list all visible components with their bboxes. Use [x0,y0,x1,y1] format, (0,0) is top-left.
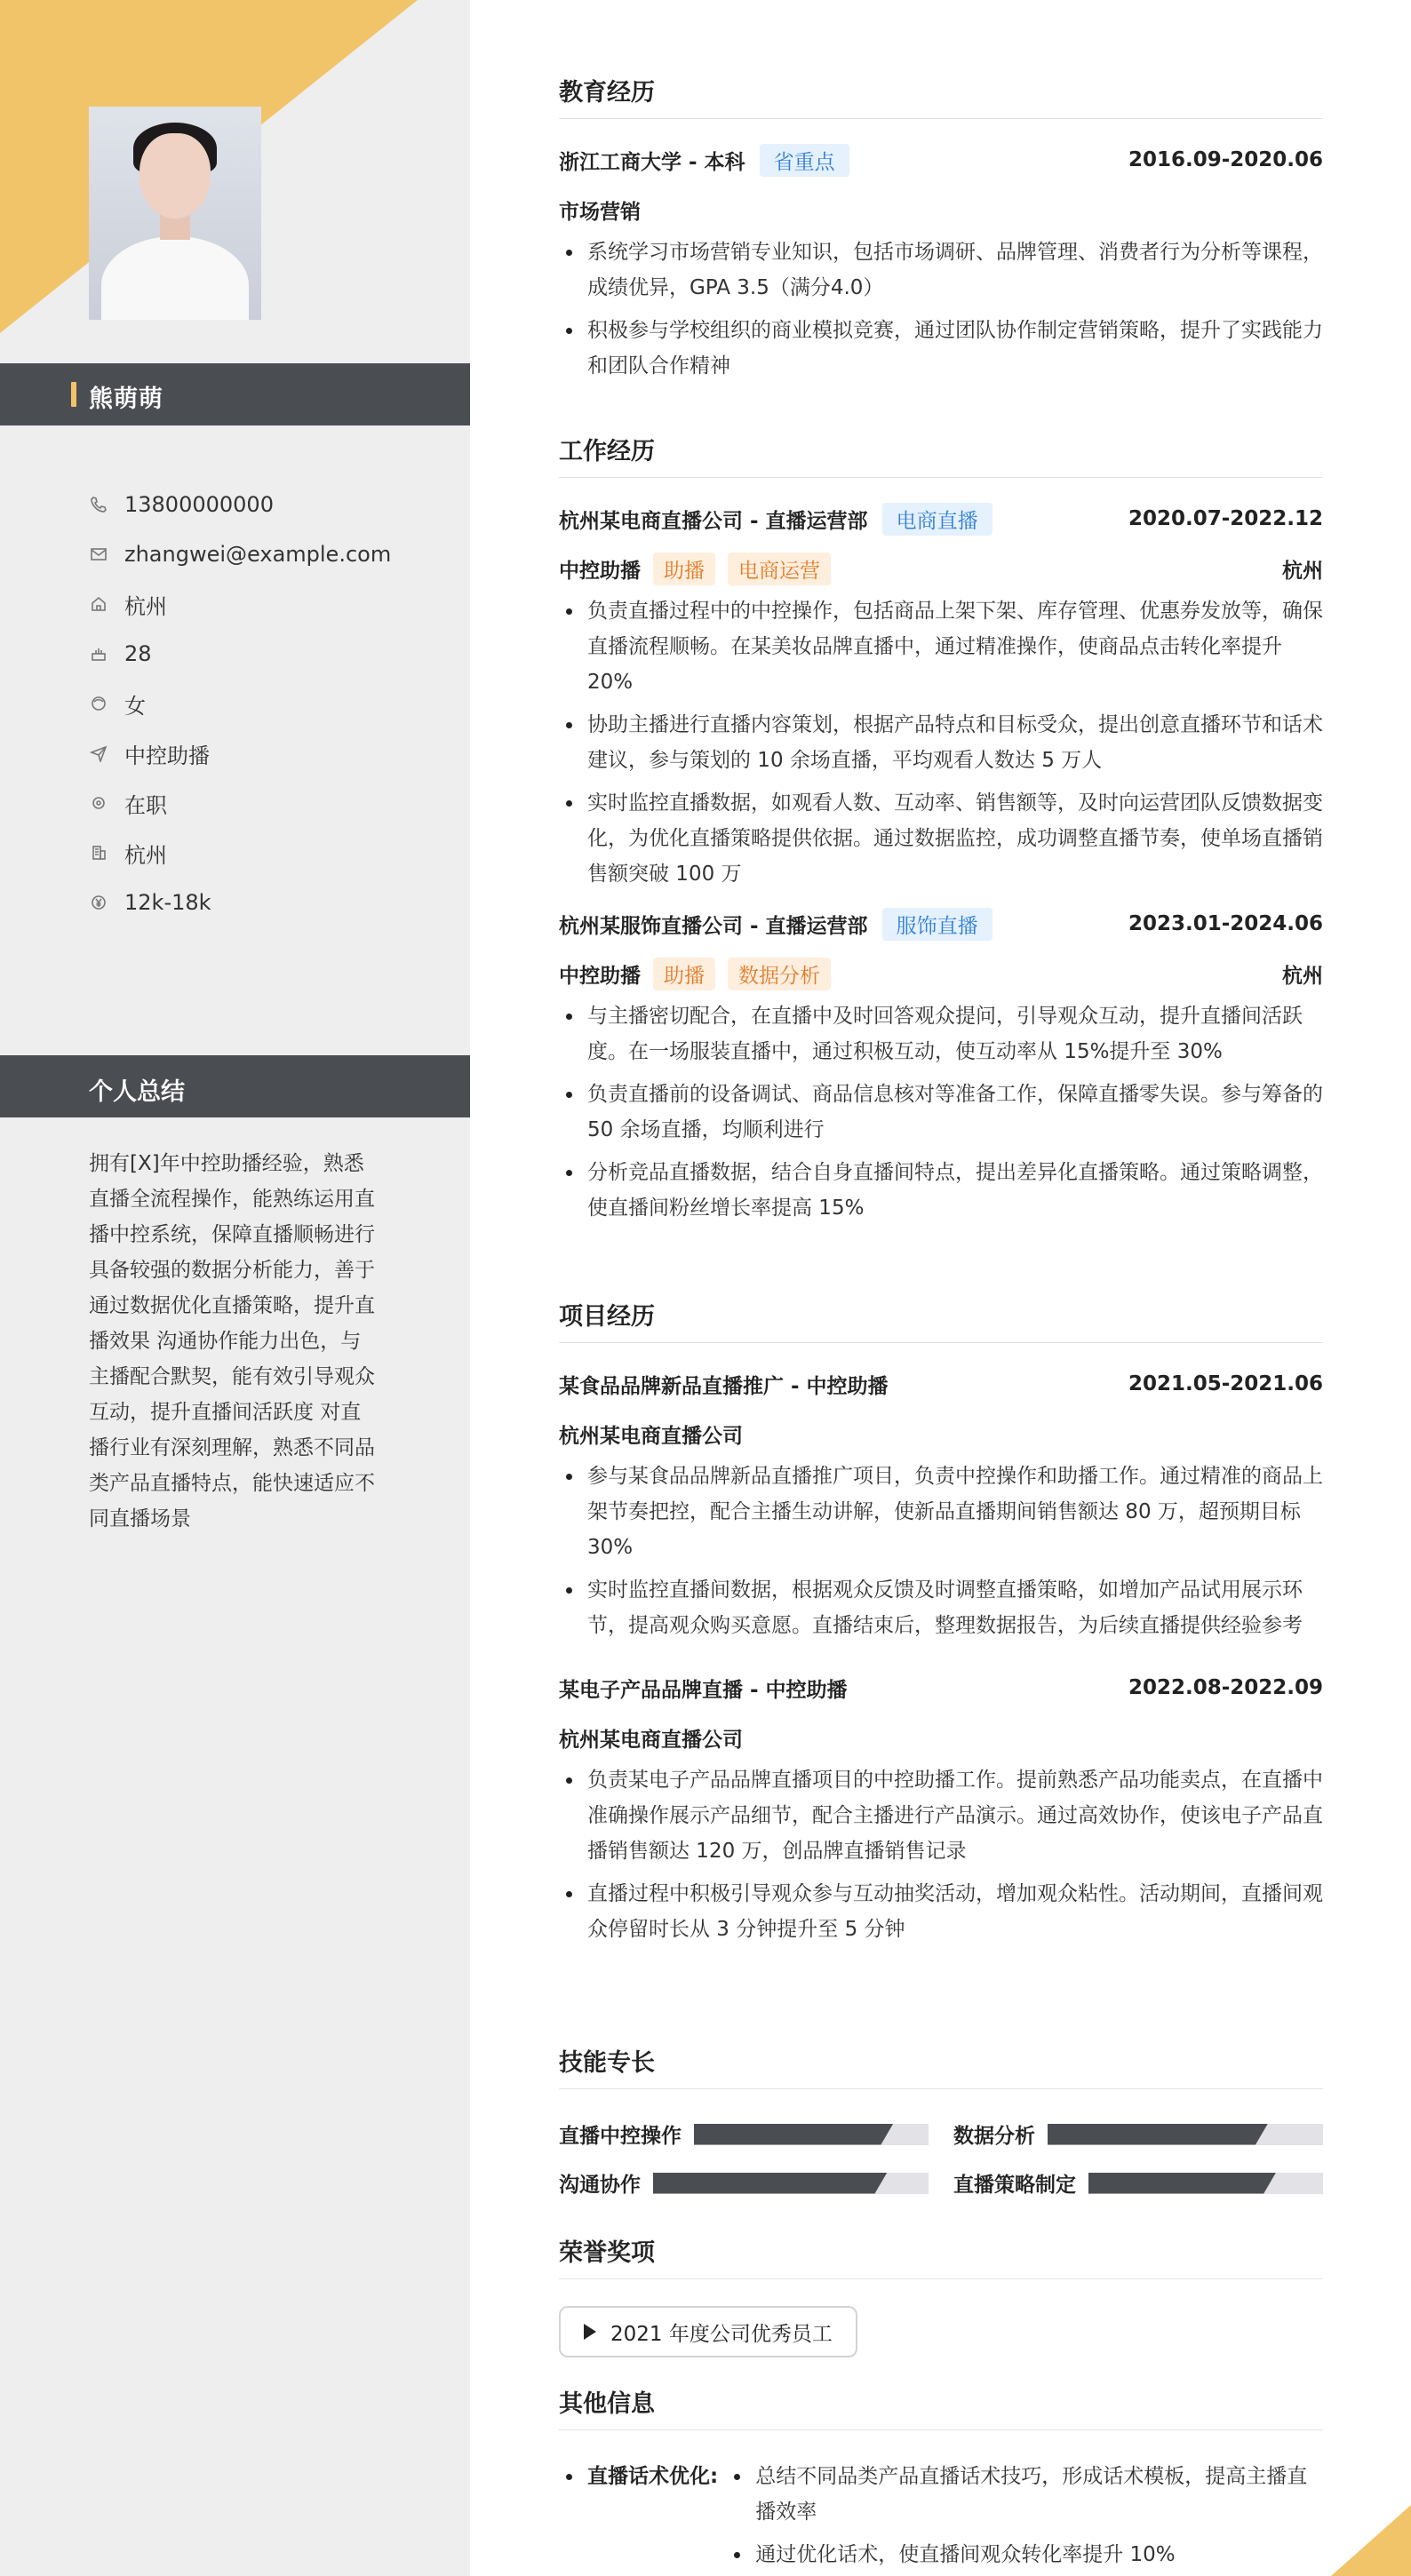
list-item: 实时监控直播间数据，根据观众反馈及时调整直播策略，如增加产品试用展示环节，提高观众购买意愿。直播结束后，整理数据报告，为后续直播提供经验参考 [559,1572,1323,1643]
list-item: 系统学习市场营销专业知识，包括市场调研、品牌管理、消费者行为分析等课程，成绩优异，GPA 3.5（满分4.0） [559,235,1323,306]
company-tag: 服饰直播 [882,908,992,941]
company-name: 杭州某服饰直播公司 - 直播运营部 [559,914,868,938]
role: 中控助播 [559,964,641,988]
list-item: 负责某电子产品品牌直播项目的中控助播工作。提前熟悉产品功能卖点，在直播中准确操作展示产品细节，配合主播进行产品演示。通过高效协作，使该电子产品直播销售额达 120 万，创品牌直播销售记录 [559,1762,1323,1869]
skills-grid [559,2119,1323,2198]
list-item: 负责直播过程中的中控操作，包括商品上架下架、库存管理、优惠券发放等，确保直播流程顺畅。在某美妆品牌直播中，通过精准操作，使商品点击转化率提升 20% [559,593,1323,700]
project-org: 杭州某电商直播公司 [559,1424,743,1448]
other-label: 直播话术优化: [559,2459,718,2576]
decor-corner [1331,2505,1411,2576]
work-head [559,494,1323,544]
project-bullets [559,1459,1323,1643]
list-item: 分析竞品直播数据，结合自身直播间特点，提出差异化直播策略。通过策略调整，使直播间粉丝增长率提高 15% [559,1155,1323,1226]
role-tag: 助播 [653,553,715,585]
contact-gender: 女 [89,679,444,728]
list-item: 通过优化话术，使直播间观众转化率提升 10% [727,2537,1323,2572]
work-title: 工作经历 [559,432,1323,478]
list-item: 协助主播进行直播内容策划，根据产品特点和目标受众，提出创意直播环节和话术建议，参与策划的 10 余场直播，平均观看人数达 5 万人 [559,707,1323,778]
role-tag: 助播 [653,958,715,990]
work-role-row [559,949,1323,998]
work-role-row [559,544,1323,593]
skill-fill [653,2173,888,2194]
contact-salary: 12k-18k [89,878,444,927]
skill-bar [1088,2173,1323,2194]
contact-email: zhangwei@example.com [89,529,444,579]
list-item: 负责直播前的设备调试、商品信息核对等准备工作，保障直播零失误。参与筹备的 50 余场直播，均顺利进行 [559,1077,1323,1148]
role: 中控助播 [559,559,641,583]
projects-section [559,1297,1323,1954]
school-name: 浙江工商大学 - 本科 [559,150,745,174]
avatar [89,107,261,320]
education-section [559,73,1323,391]
gender-icon [89,694,108,713]
project-period: 2021.05-2021.06 [1128,1372,1323,1395]
skills-section [559,2043,1323,2198]
project-head [559,1359,1323,1409]
skill-fill [1048,2124,1268,2145]
contact-list [89,480,444,927]
yuan-icon [89,893,108,912]
work-city: 杭州 [1282,964,1323,988]
skill-bar [694,2124,929,2145]
awards-section [559,2233,1323,2357]
project-name: 某食品品牌新品直播推广 - 中控助播 [559,1374,889,1398]
summary-title: 个人总结 [89,1078,185,1106]
education-title: 教育经历 [559,73,1323,119]
other-title: 其他信息 [559,2384,1323,2430]
projects-title: 项目经历 [559,1297,1323,1343]
company-name: 杭州某电商直播公司 - 直播运营部 [559,509,868,533]
project-org: 杭州某电商直播公司 [559,1728,743,1752]
skill-fill [694,2124,893,2145]
work-city: 杭州 [1282,559,1323,583]
name-bar [0,363,470,425]
education-period: 2016.09-2020.06 [1128,148,1323,171]
school-tag: 省重点 [760,144,849,177]
contact-home: 杭州 [89,579,444,629]
work-period: 2023.01-2024.06 [1128,912,1323,935]
other-bullets [727,2459,1323,2576]
contact-status: 在职 [89,778,444,828]
award-item[interactable]: 2021 年度公司优秀员工 [559,2306,857,2357]
profile-name: 熊萌萌 [89,386,163,413]
skills-title: 技能专长 [559,2043,1323,2089]
other-row [559,2459,1323,2576]
summary-text: 拥有[X]年中控助播经验，熟悉直播全流程操作，能熟练运用直播中控系统，保障直播顺畅进行 具备较强的数据分析能力，善于通过数据优化直播策略，提升直播效果 沟通协作能力出色，与主播配合默契，能有效引导观众互动，提升直播间活跃度 对直播行业有深刻理解，熟悉不同品类产品直播特点，能快速适应不同直播场景 [89,1152,375,1530]
other-section [559,2384,1323,2576]
work-head [559,899,1323,949]
contact-age: 28 [89,629,444,679]
name-accent [71,382,76,407]
list-item: 直播过程中积极引导观众参与互动抽奖活动，增加观众粘性。活动期间，直播间观众停留时长从 3 分钟提升至 5 分钟 [559,1876,1323,1947]
role-tag: 电商运营 [728,553,831,585]
list-item: 实时监控直播数据，如观看人数、互动率、销售额等，及时向运营团队反馈数据变化，为优化直播策略提供依据。通过数据监控，成功调整直播节奏，使单场直播销售额突破 100 万 [559,785,1323,892]
skill-item: 直播中控操作 [559,2119,929,2149]
work-section [559,432,1323,1233]
major: 市场营销 [559,200,641,224]
work-bullets [559,998,1323,1226]
skill-item: 数据分析 [953,2119,1323,2149]
send-icon [89,743,108,763]
awards-title: 荣誉奖项 [559,2233,1323,2279]
role-tag: 数据分析 [728,958,831,990]
play-icon [584,2324,596,2340]
skill-item: 沟通协作 [559,2168,929,2198]
work-bullets [559,593,1323,892]
skill-bar [1048,2124,1323,2145]
company-tag: 电商直播 [882,503,992,536]
project-head [559,1663,1323,1713]
project-period: 2022.08-2022.09 [1128,1676,1323,1699]
building-icon [89,843,108,863]
phone-icon [89,495,108,514]
list-item: 参与某食品品牌新品直播推广项目，负责中控操作和助播工作。通过精准的商品上架节奏把控，配合主播生动讲解，使新品直播期间销售额达 80 万，超预期目标 30% [559,1459,1323,1565]
home-icon [89,594,108,614]
education-head [559,135,1323,185]
work-period: 2020.07-2022.12 [1128,507,1323,530]
skill-fill [1088,2173,1276,2194]
status-icon [89,793,108,813]
mail-icon [89,545,108,564]
summary-bar [0,1055,470,1117]
sidebar [0,0,470,2576]
skill-bar [653,2173,929,2194]
cake-icon [89,644,108,664]
project-name: 某电子产品品牌直播 - 中控助播 [559,1678,848,1702]
contact-phone: 13800000000 [89,480,444,529]
education-bullets [559,235,1323,384]
skill-item: 直播策略制定 [953,2168,1323,2198]
project-bullets [559,1762,1323,1947]
list-item: 与主播密切配合，在直播中及时回答观众提问，引导观众互动，提升直播间活跃度。在一场服装直播中，通过积极互动，使互动率从 15%提升至 30% [559,998,1323,1069]
contact-city: 杭州 [89,828,444,878]
list-item: 总结不同品类产品直播话术技巧，形成话术模板，提高主播直播效率 [727,2459,1323,2530]
list-item: 积极参与学校组织的商业模拟竞赛，通过团队协作制定营销策略，提升了实践能力和团队合作精神 [559,313,1323,384]
contact-position: 中控助播 [89,728,444,778]
